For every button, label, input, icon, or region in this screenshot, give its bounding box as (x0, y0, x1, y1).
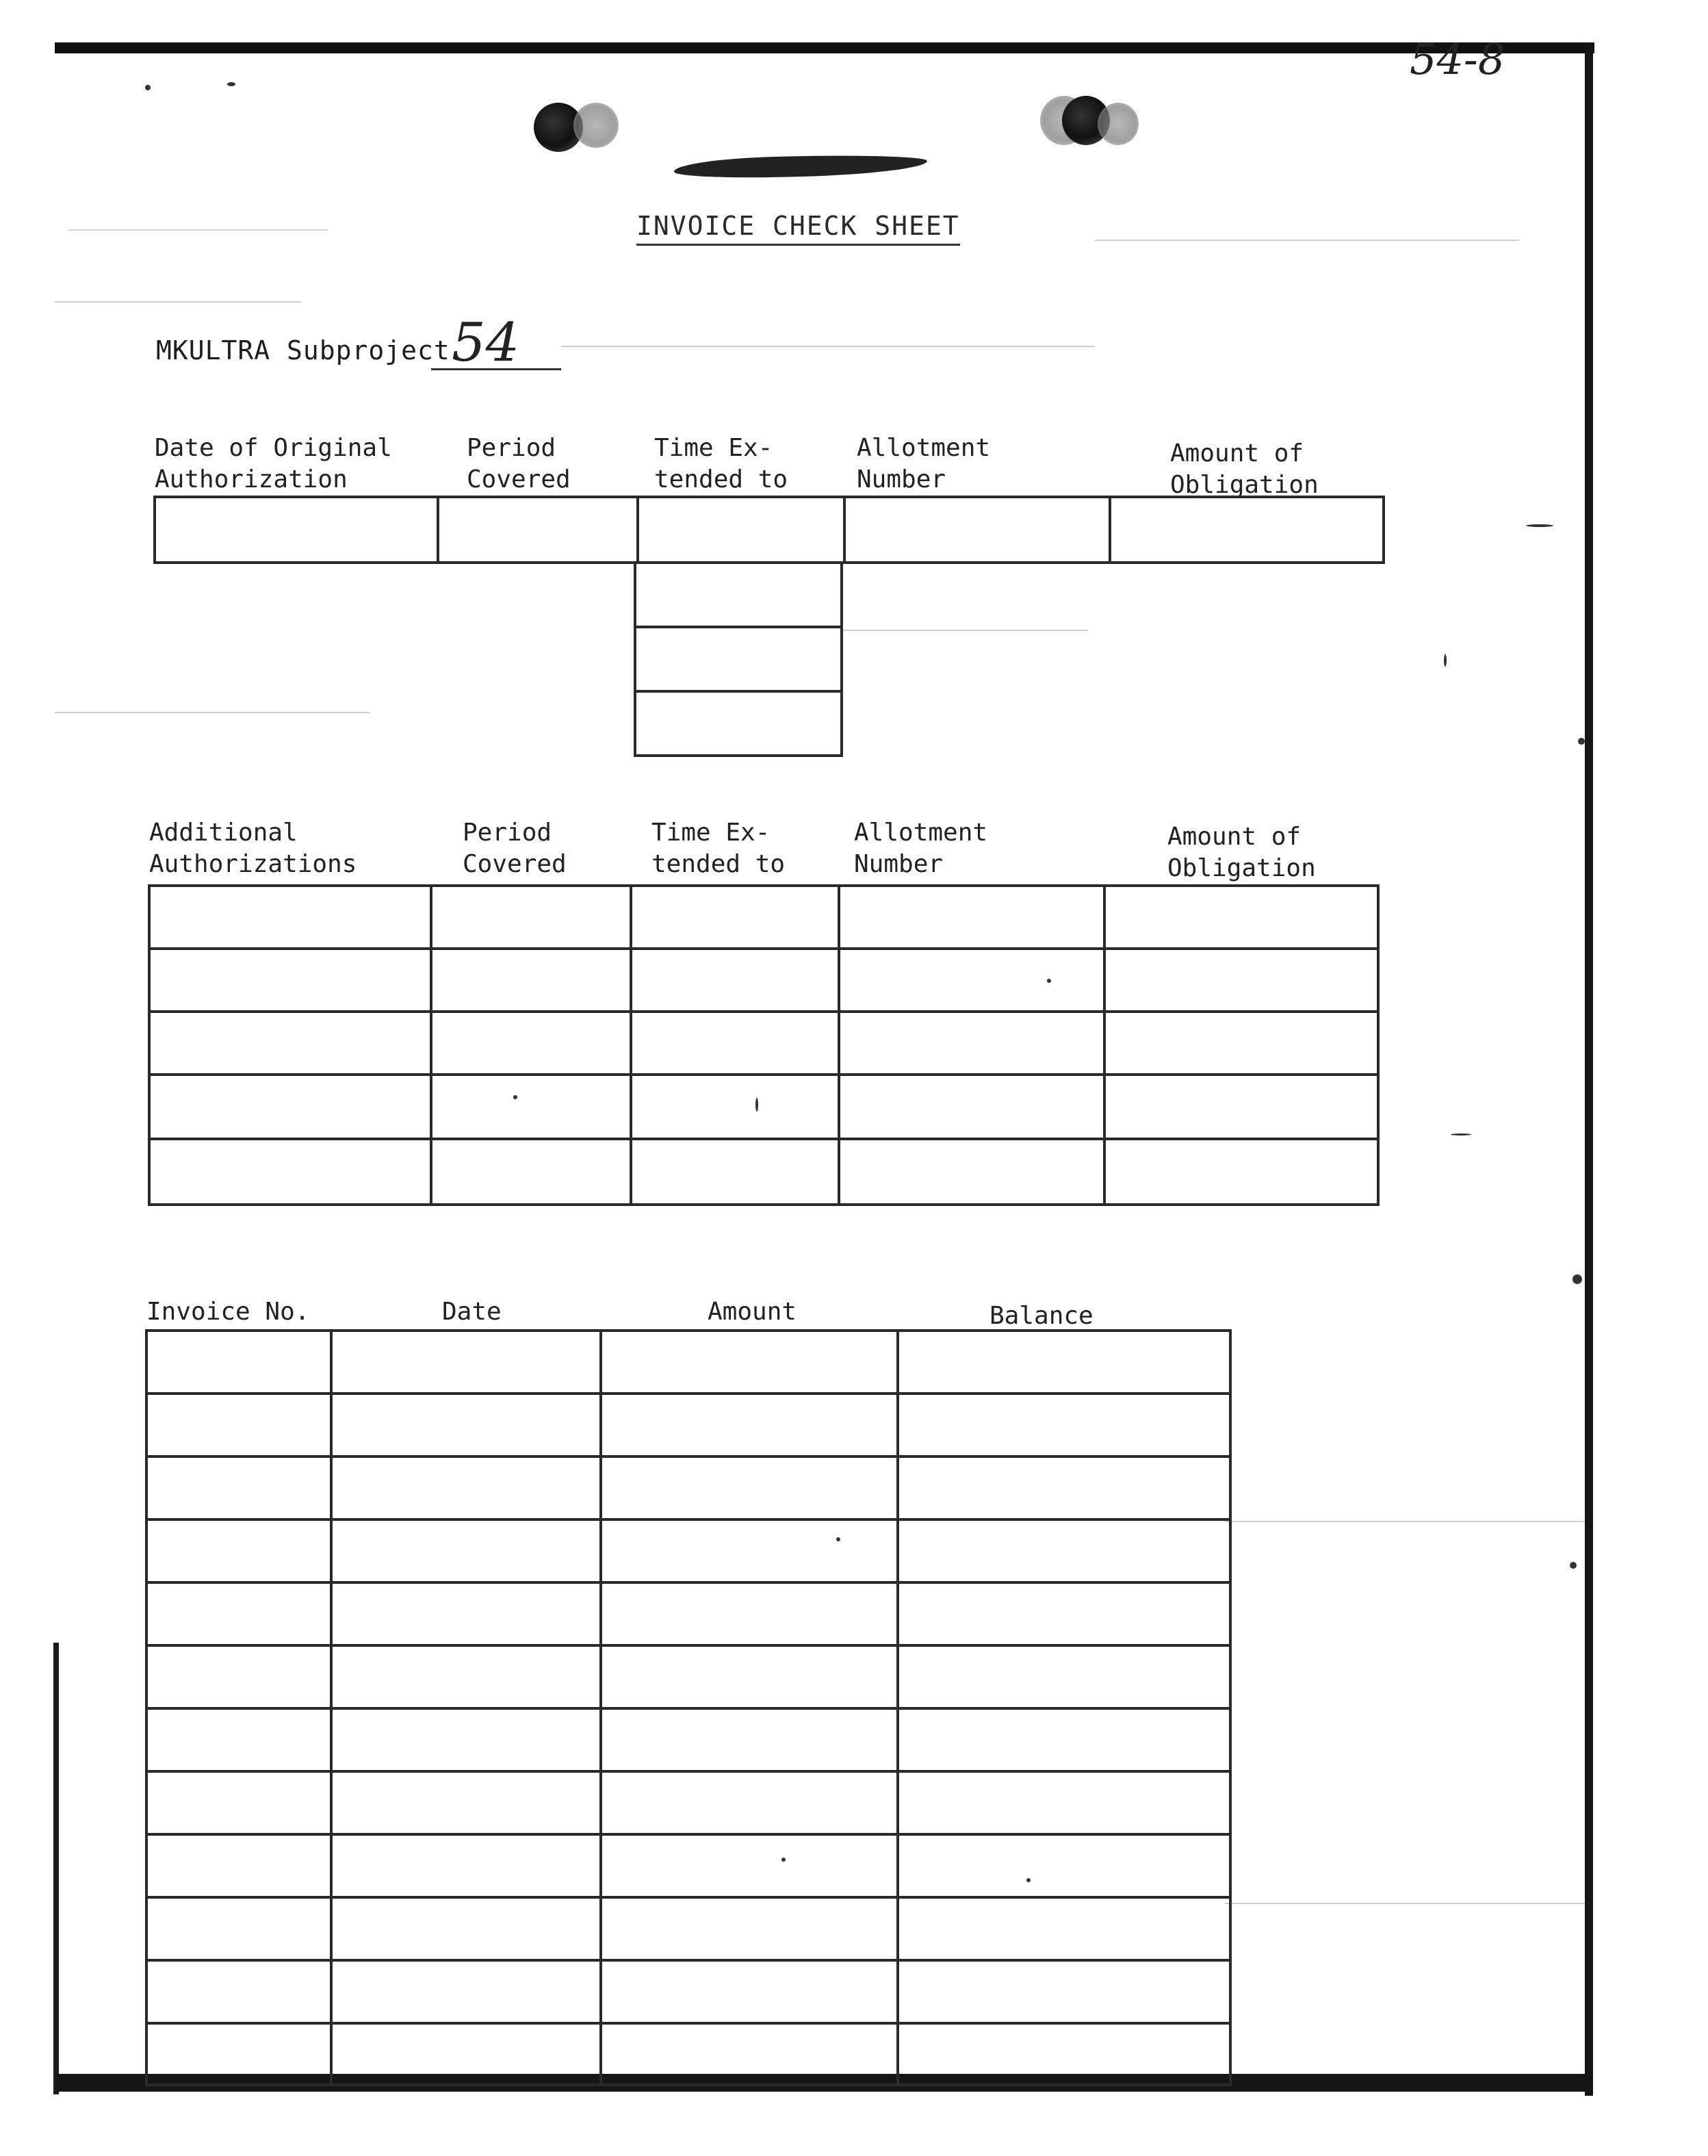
scan-speck (1573, 1274, 1582, 1284)
header-period-covered: Period Covered (467, 434, 571, 493)
row-divider (145, 1455, 1232, 1458)
redaction-mark (674, 153, 928, 180)
header-time-extended: Time Ex- tended to (654, 434, 788, 493)
col-divider (838, 884, 840, 1206)
col-divider (437, 496, 439, 564)
header-balance: Balance (989, 1302, 1094, 1330)
scan-border-right (1585, 42, 1593, 2096)
scan-artifact (842, 630, 1088, 631)
scan-artifact (561, 346, 1095, 347)
scan-artifact (55, 301, 301, 303)
scan-artifact (1095, 240, 1519, 241)
page-id: 54-8 (1410, 34, 1505, 84)
row-divider (145, 1707, 1232, 1710)
header-time-extended-2: Time Ex- tended to (651, 819, 786, 878)
scan-speck (145, 85, 151, 90)
scan-border-left (53, 1643, 59, 2094)
scan-artifact (1225, 1521, 1585, 1522)
scan-artifact (55, 712, 370, 713)
header-allotment-number-2: Allotment Number (854, 819, 988, 878)
scan-speck (755, 1098, 758, 1112)
header-amount: Amount (708, 1298, 797, 1326)
col-divider (430, 884, 432, 1206)
col-divider (630, 884, 632, 1206)
col-divider (843, 496, 846, 564)
header-amount-obligation: Amount of Obligation (1170, 439, 1319, 499)
punch-hole-right-shadow-2 (1098, 103, 1139, 145)
header-date: Date (442, 1298, 502, 1326)
scan-speck (1444, 654, 1447, 667)
row-divider (145, 1770, 1232, 1773)
row-divider (145, 1644, 1232, 1647)
row-divider (634, 626, 843, 628)
col-divider (1109, 496, 1111, 564)
row-divider (148, 947, 1380, 950)
row-divider (145, 2022, 1232, 2025)
time-extended-continuation (634, 561, 843, 757)
row-divider (145, 1581, 1232, 1584)
page-title: INVOICE CHECK SHEET (636, 211, 960, 246)
scan-speck (1451, 1133, 1471, 1135)
row-divider (148, 1138, 1380, 1140)
scan-artifact (68, 229, 328, 231)
header-allotment-number: Allotment Number (857, 434, 991, 493)
scan-artifact (1225, 1903, 1585, 1904)
scan-speck (513, 1095, 517, 1099)
header-additional-authorizations: Additional Authorizations (149, 819, 357, 878)
header-invoice-number: Invoice No. (146, 1298, 310, 1326)
scan-speck (1578, 738, 1585, 745)
additional-authorizations-table (148, 884, 1380, 1206)
row-divider (145, 1833, 1232, 1836)
original-authorization-row (153, 496, 1385, 564)
header-amount-obligation-2: Amount of Obligation (1167, 823, 1316, 882)
row-divider (145, 1518, 1232, 1521)
subproject-label: MKULTRA Subproject (156, 335, 450, 365)
col-divider (1103, 884, 1106, 1206)
row-divider (145, 1392, 1232, 1395)
scan-speck (781, 1858, 786, 1862)
header-period-covered-2: Period Covered (463, 819, 567, 878)
punch-hole-left-shadow (573, 103, 619, 148)
scan-speck (1570, 1562, 1577, 1569)
scan-border-top (55, 42, 1594, 53)
scan-speck (227, 82, 235, 86)
scan-speck (836, 1537, 840, 1541)
subproject-number: 54 (452, 312, 520, 374)
row-divider (148, 1010, 1380, 1013)
scan-speck (1047, 979, 1051, 983)
header-date-original-authorization: Date of Original Authorization (155, 434, 392, 493)
row-divider (145, 1959, 1232, 1962)
scan-speck (1526, 524, 1553, 527)
scan-speck (1026, 1878, 1031, 1882)
row-divider (634, 690, 843, 693)
row-divider (145, 1896, 1232, 1899)
col-divider (636, 496, 639, 564)
row-divider (148, 1073, 1380, 1076)
